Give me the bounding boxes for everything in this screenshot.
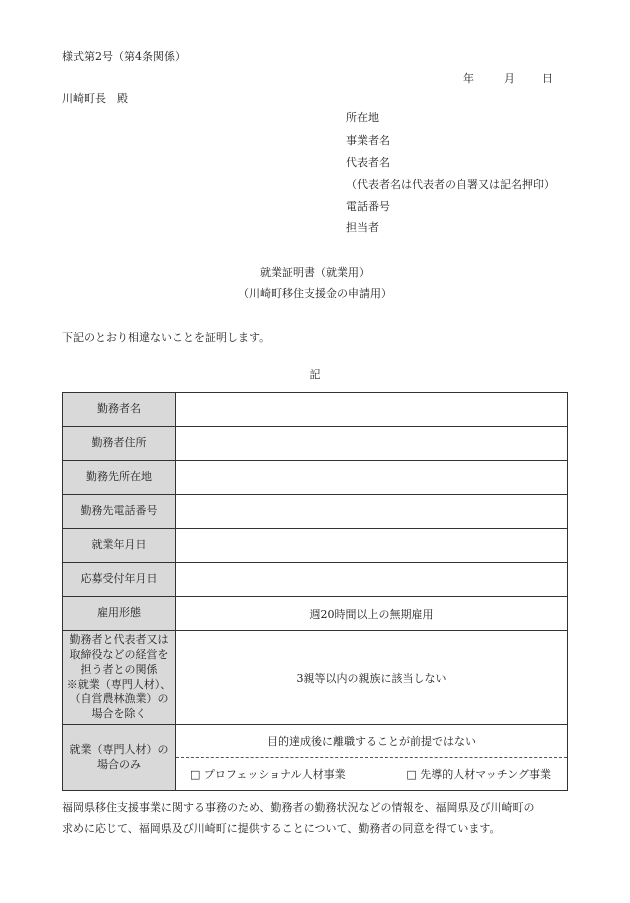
certificate-table [62, 392, 568, 791]
date-day: 日 [542, 72, 553, 85]
table-row [63, 393, 568, 427]
specialist-label-line: 就業（専門人材）の [69, 742, 169, 756]
row-label-worker-name: 勤務者名 [63, 393, 176, 427]
row-label-worker-address: 勤務者住所 [63, 427, 176, 461]
workplace-phone-field[interactable] [176, 495, 568, 529]
applicant-location-label: 所在地 [346, 111, 379, 124]
table-row [63, 495, 568, 529]
relation-value: 3親等以内の親族に該当しない [176, 631, 568, 725]
applicant-business-name-label: 事業者名 [346, 134, 390, 147]
addressee: 川崎町長 殿 [62, 92, 128, 105]
document-title: 就業証明書（就業用） [260, 266, 370, 279]
table-row [63, 631, 568, 725]
date-line [463, 70, 553, 86]
ki-label: 記 [309, 368, 321, 381]
application-date-field[interactable] [176, 563, 568, 597]
relation-label-line: 場合を除く [91, 707, 147, 721]
table-row [63, 725, 568, 791]
relation-label-line: 取締役などの経営を [69, 647, 169, 661]
applicant-contact-label: 担当者 [346, 221, 379, 234]
date-year: 年 [463, 72, 474, 85]
table-row [63, 461, 568, 495]
row-label-employment-date: 就業年月日 [63, 529, 176, 563]
worker-name-field[interactable] [176, 393, 568, 427]
consent-statement [62, 798, 572, 840]
table-row [63, 427, 568, 461]
applicant-phone-label: 電話番号 [346, 200, 390, 213]
row-label-employment-type: 雇用形態 [63, 597, 176, 631]
worker-address-field[interactable] [176, 427, 568, 461]
specialist-cell [176, 725, 568, 791]
employment-type-value: 週20時間以上の無期雇用 [176, 597, 568, 631]
consent-line: 求めに応じて、福岡県及び川崎町に提供することについて、勤務者の同意を得ています。 [62, 821, 501, 835]
date-month: 月 [504, 72, 515, 85]
leading-talent-matching-checkbox[interactable]: □ 先導的人材マッチング事業 [406, 768, 551, 782]
specialist-condition: 目的達成後に離職することが前提ではない [176, 725, 567, 758]
specialist-label-line: 場合のみ [97, 757, 141, 771]
document-subtitle: （川崎町移住支援金の申請用） [238, 287, 392, 300]
table-row [63, 597, 568, 631]
row-label-workplace-phone: 勤務先電話番号 [63, 495, 176, 529]
relation-label-line: 担う者との関係 [80, 662, 158, 676]
row-label-workplace-location: 勤務先所在地 [63, 461, 176, 495]
consent-line: 福岡県移住支援事業に関する事務のため、勤務者の勤務状況などの情報を、福岡県及び川崎町の [62, 801, 535, 814]
applicant-representative-label: 代表者名 [346, 156, 390, 169]
table-row [63, 563, 568, 597]
workplace-location-field[interactable] [176, 461, 568, 495]
relation-label-line: ※就業（専門人材）、 [66, 677, 172, 691]
specialist-options [176, 758, 567, 790]
signature-note: （代表者名は代表者の自署又は記名押印） [346, 178, 555, 191]
professional-talent-checkbox[interactable]: □ プロフェッショナル人材事業 [190, 768, 346, 782]
relation-label-line: （自営農林漁業）の [69, 692, 169, 706]
employment-date-field[interactable] [176, 529, 568, 563]
form-number: 様式第2号（第4条関係） [62, 50, 186, 63]
row-label-specialist [63, 725, 176, 791]
table-row [63, 529, 568, 563]
row-label-relation [63, 631, 176, 725]
row-label-application-date: 応募受付年月日 [63, 563, 176, 597]
relation-label-line: 勤務者と代表者又は [69, 633, 169, 646]
certify-statement: 下記のとおり相違ないことを証明します。 [62, 331, 271, 344]
